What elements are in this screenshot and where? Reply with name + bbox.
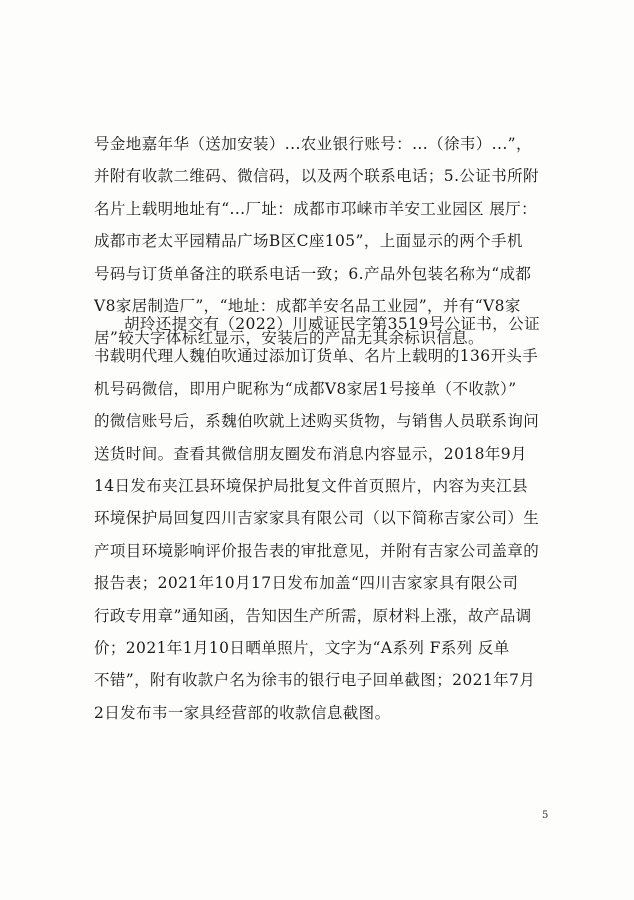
text-line: 产项目环境影响评价报告表的审批意见，并附有吉家公司盖章的: [94, 541, 540, 560]
text-line: 书载明代理人魏伯吹通过添加订货单、名片上载明的136开头手: [94, 347, 539, 366]
text-line: 成都市老太平园精品广场B区C座105”，上面显示的两个手机: [94, 232, 523, 251]
text-line: 居”较大字体标红显示，安装后的产品无其余标识信息。: [94, 329, 484, 348]
text-line: 的微信账号后，系魏伯吹就上述购买货物，与销售人员联系询问: [94, 412, 540, 431]
text-line: V8家居制造厂”，“地址：成都羊安名品工业园”，并有“V8家: [94, 296, 521, 315]
paragraph-2: [94, 308, 546, 729]
text-line: 名片上载明地址有“...厂址：成都市邛崃市羊安工业园区 展厅：: [94, 199, 538, 218]
text-line: 号金地嘉年华（送加安装）...农业银行账号：...（徐韦）...”，: [94, 135, 532, 153]
text-line: 不错”，附有收款户名为徐韦的银行电子回单截图；2021年7月: [94, 671, 536, 690]
text-line: 并附有收款二维码、微信码，以及两个联系电话；5.公证书所附: [94, 167, 539, 186]
text-line: 报告表；2021年10月17日发布加盖“四川吉家家具有限公司: [94, 574, 519, 593]
text-line: 胡玲还提交有（2022）川威证民字第3519号公证书，公证: [124, 315, 540, 333]
text-line: 号码与订货单备注的联系电话一致；6.产品外包装名称为“成都: [94, 264, 532, 283]
text-line: 行政专用章”通知函，告知因生产所需，原材料上涨，故产品调: [94, 606, 532, 625]
text-line: 14日发布夹江县环境保护局批复文件首页照片，内容为夹江县: [94, 476, 528, 495]
text-line: 2日发布韦一家具经营部的收款信息截图。: [94, 703, 391, 722]
page-number: 5: [542, 810, 549, 821]
text-line: 送货时间。查看其微信朋友圈发布消息内容显示，2018年9月: [94, 444, 527, 463]
text-line: 价；2021年1月10日晒单照片，文字为“A系列 F系列 反单: [94, 638, 510, 657]
text-line: 机号码微信，即用户昵称为“成都V8家居1号接单（不收款）”: [94, 379, 517, 398]
text-line: 环境保护局回复四川吉家家具有限公司（以下简称吉家公司）生: [94, 509, 540, 528]
